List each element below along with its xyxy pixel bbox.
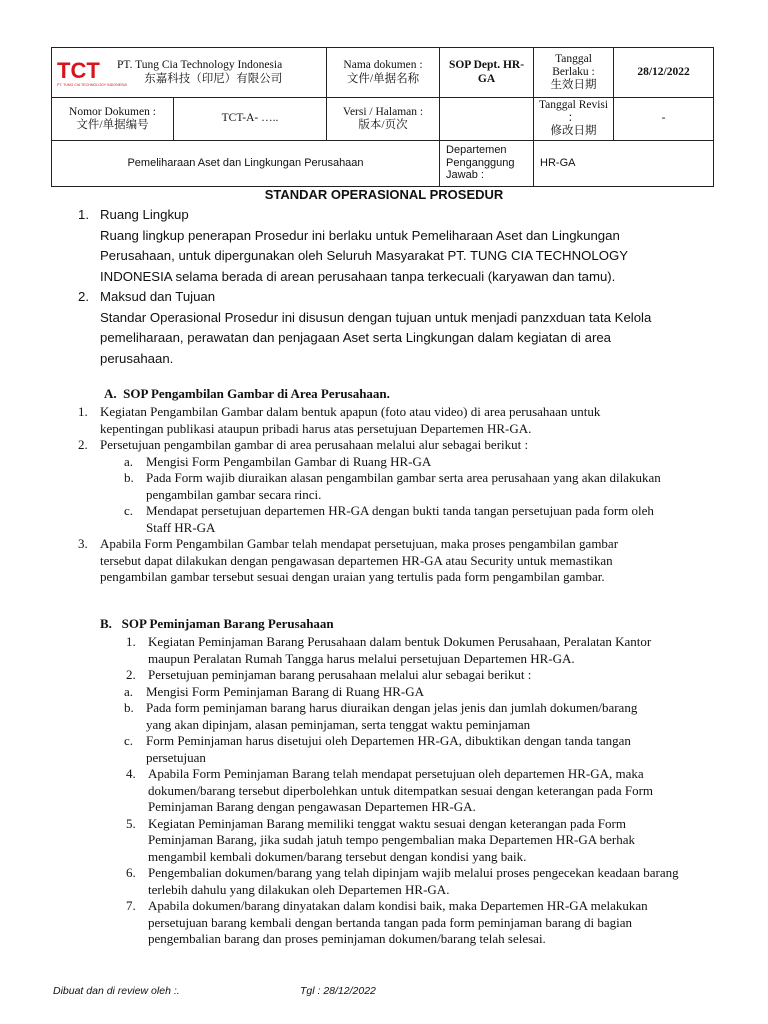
list-line: Persetujuan pengambilan gambar di area perusahaan melalui alur sebagai berikut : [100,437,529,452]
list-subitem [78,503,728,536]
tanggal-berlaku-value: 28/12/2022 [614,48,714,98]
list-marker: 6. [126,865,136,880]
list-line: dokumen/barang tersebut diperbolehkan untuk ditempatkan sesuai dengan keterangan pada Form [148,782,654,798]
list-line: pengambilan gambar secara rinci. [146,486,322,502]
list-line: persetujuan [146,749,206,765]
nomor-dokumen-value: TCT-A- ….. [174,98,327,141]
list-subitem [78,454,728,471]
list-item [110,634,720,667]
list-line: Kegiatan Pengambilan Gambar dalam bentuk apapun (foto atau video) di area perusahaan untuk [100,404,601,419]
list-item [110,667,720,684]
company-chinese-name: 东嘉科技（印尼）有限公司 [144,72,283,85]
list-subitem [110,684,720,701]
list-line: Pada Form wajib diuraikan alasan pengambilan gambar serta area perusahaan yang akan dilakukan [146,470,661,485]
tanggal-revisi-value: - [614,98,714,141]
sop-b-heading: B. SOP Peminjaman Barang Perusahaan [100,616,334,631]
sop-a-heading: A. SOP Pengambilan Gambar di Area Perusahaan. [104,386,390,401]
list-marker: b. [124,700,134,715]
list-item [110,766,720,816]
list-line: Peminjaman Barang dengan pengawasan Departemen HR-GA. [148,799,476,814]
svg-text:TCT: TCT [57,57,100,83]
list-subitem [110,733,720,766]
list-marker: a. [124,683,134,699]
section-maksud-tujuan: 2. Maksud dan Tujuan Standar Operasional Prosedur ini disusun dengan tujuan untuk menjadi panzxduan tata Kelola pemeliharaan, perawatan dan penjagaan Aset serta Lingkungan dalam kegiatan di area perusahaan. [78,287,718,369]
list-line: kepentingan publikasi ataupun pribadi harus atas persetujuan Departemen HR-GA. [100,420,532,436]
list-subitem [78,470,728,503]
list-marker: b. [124,470,134,485]
list-line: Persetujuan peminjaman barang perusahaan melalui alur sebagai berikut : [148,667,532,682]
list-line: Pengembalian dokumen/barang yang telah dipinjam wajib melalui proses pengecekan keadaan barang [148,865,679,880]
tanggal-berlaku-label-cell: Tanggal Berlaku : 生效日期 [534,48,614,98]
list-line: Kegiatan Peminjaman Barang Perusahaan dalam bentuk Dokumen Perusahaan, Peralatan Kantor [148,634,652,649]
nama-dokumen-label-cell: Nama dokumen : 文件/单据名称 [327,48,440,98]
tct-logo [55,57,127,89]
list-item [110,865,720,898]
list-line: pengembalian barang dan proses peminjaman dokumen/barang telah selesai. [148,931,546,946]
list-line: Mengisi Form Pengambilan Gambar di Ruang HR-GA [146,453,432,469]
list-marker: 1. [126,634,136,649]
list-line: Pada form peminjaman barang harus diuraikan dengan jelas jenis dan jumlah dokumen/barang [146,700,638,715]
list-item [110,816,720,866]
sop-a-list [78,404,728,586]
list-line: mengambil kembali dokumen/barang tersebut dengan kondisi yang baik. [148,848,527,864]
company-cell [52,48,327,98]
company-name: PT. Tung Cia Technology Indonesia [117,58,283,71]
list-line: Form Peminjaman harus disetujui oleh Departemen HR-GA, dibuktikan dengan tanda tangan [146,733,631,748]
list-line: Peminjaman Barang, jika sudah jatuh tempo pengembalian maka Departemen HR-GA berhak [148,832,635,847]
list-marker: 5. [126,815,136,831]
departemen-value: HR-GA [534,140,714,186]
list-line: pengambilan gambar tersebut sesuai dengan uraian yang tertulis pada form pengambilan gambar. [100,569,605,584]
list-line: Apabila Form Pengambilan Gambar telah mendapat persetujuan, maka proses pengambilan gambar [100,536,619,551]
footer-review: Dibuat dan di review oleh :. [53,985,180,997]
section-ruang-lingkup: 1. Ruang Lingkup Ruang lingkup penerapan Prosedur ini berlaku untuk Pemeliharaan Aset dan Lingkungan Perusahaan, untuk dipergunakan oleh Seluruh Masyarakat PT. TUNG CIA TECHNOLOGY INDONESIA selama berada di arean perusahaan tanpa terkecuali (karyawan dan tamu). [78,205,718,287]
list-item [110,898,720,948]
list-line: Kegiatan Peminjaman Barang memiliki tenggat waktu sesuai dengan keterangan pada Form [148,815,626,831]
nomor-dokumen-label-cell: Nomor Dokumen : 文件/单据编号 [52,98,174,141]
list-line: Mengisi Form Peminjaman Barang di Ruang HR-GA [146,683,425,699]
list-line: Mendapat persetujuan departemen HR-GA dengan bukti tanda tangan persetujuan pada form oleh [146,503,654,518]
tanggal-revisi-label-cell: Tanggal Revisi ： 修改日期 [534,98,614,141]
list-subitem [110,700,720,733]
list-marker: 7. [126,898,136,913]
list-line: tersebut dapat dilakukan dengan pengawasan departemen HR-GA atau Security untuk memastikan [100,552,613,568]
list-item [78,536,728,586]
departemen-label: Departemen Penganggung Jawab : [440,140,534,186]
list-line: persetujuan barang kembali dengan bertanda tangan pada form peminjaman barang di bagian [148,914,633,930]
list-marker: 3. [78,536,88,551]
document-subject: Pemeliharaan Aset dan Lingkungan Perusahaan [52,140,440,186]
list-line: Staff HR-GA [146,519,216,535]
list-line: yang akan dipinjam, alasan peminjaman, serta tenggat waktu peminjaman [146,716,531,732]
list-line: Apabila dokumen/barang dinyatakan dalam kondisi baik, maka Departemen HR-GA melakukan [148,898,648,913]
versi-value [440,98,534,141]
page-title: STANDAR OPERASIONAL PROSEDUR [264,187,504,202]
list-marker: 2. [126,667,136,682]
list-marker: 1. [78,404,88,419]
svg-text:PT. TUNG CIA TECHNOLOGY INDONE: PT. TUNG CIA TECHNOLOGY INDONESIA [57,82,127,87]
footer-date: Tgl : 28/12/2022 [300,985,376,997]
list-line: terlebih dahulu yang dilakukan oleh Departemen HR-GA. [148,881,450,897]
list-line: Apabila Form Peminjaman Barang telah mendapat persetujuan oleh departemen HR-GA, maka [148,766,644,781]
list-marker: 2. [78,437,88,452]
nama-dokumen-value: SOP Dept. HR-GA [440,48,534,98]
sop-b-list [110,634,720,948]
list-marker: c. [124,503,134,518]
list-marker: c. [124,733,134,748]
list-line: maupun Peralatan Rumah Tangga harus melalui persetujuan Departemen HR-GA. [148,650,575,666]
document-header-table [51,47,714,187]
versi-label-cell: Versi / Halaman : 版本/页次 [327,98,440,141]
section-heading: Maksud dan Tujuan [100,289,216,304]
list-item [78,404,728,437]
list-item [78,437,728,454]
list-marker: a. [124,453,134,469]
list-marker: 4. [126,766,136,781]
section-heading: Ruang Lingkup [100,207,189,222]
